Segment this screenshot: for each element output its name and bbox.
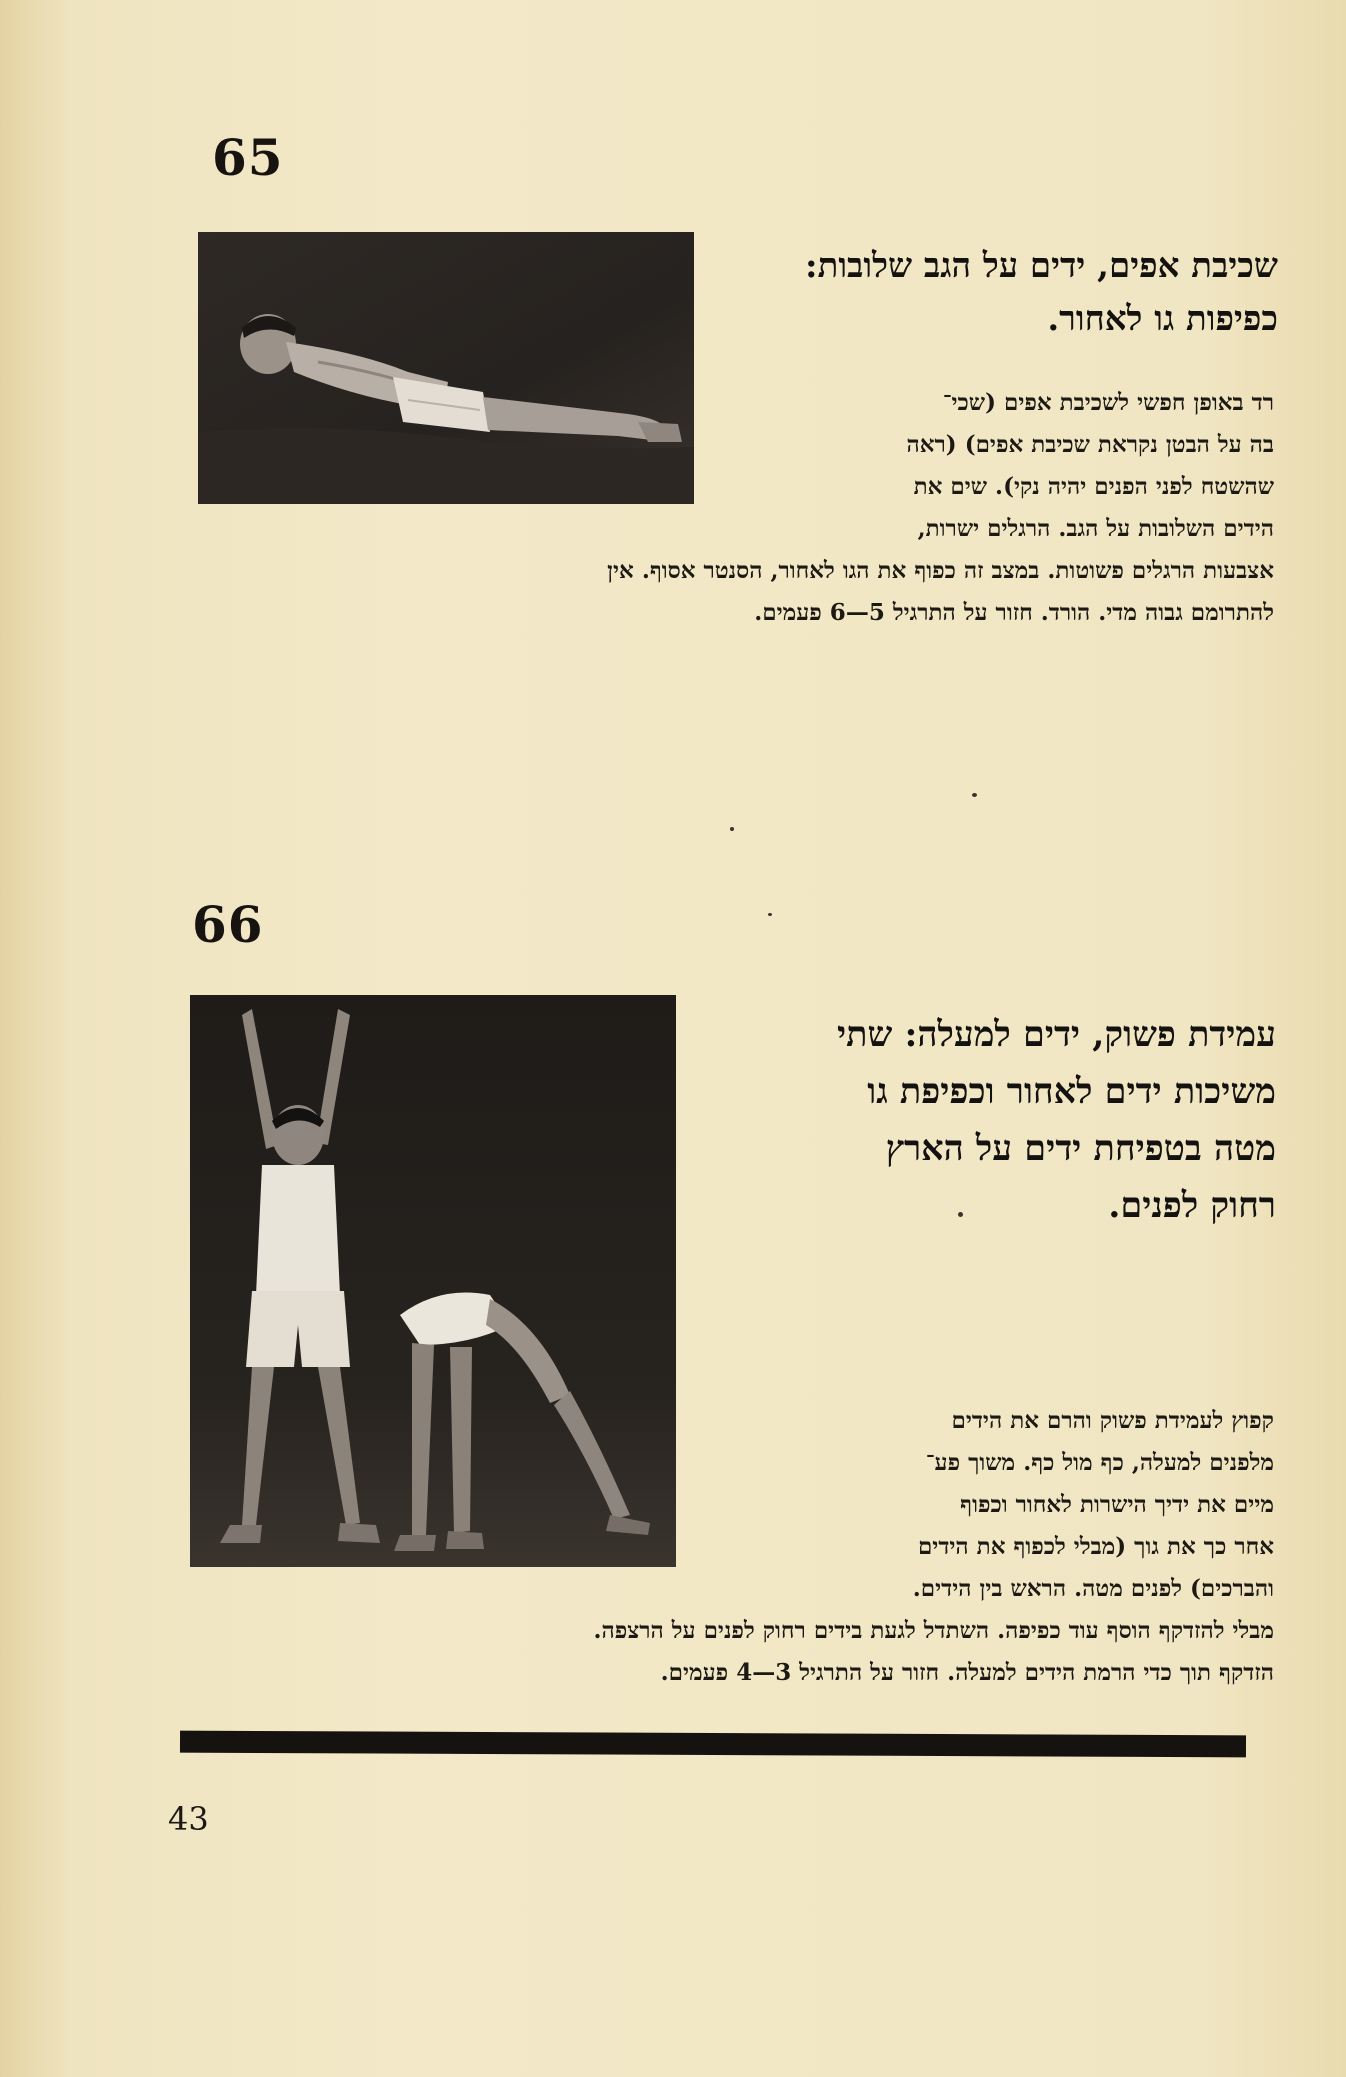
exercise-66-heading-line: משיכות ידים לאחור וכפיפת גו bbox=[867, 1071, 1276, 1112]
exercise-66-body-line: אחר כך את גוך (מבלי לכפוף את הידים bbox=[917, 1533, 1274, 1560]
exercise-66-body-line: מבלי להזדקף הוסף עוד כפיפה. השתדל לגעת בידים רחוק לפנים על הרצפה. bbox=[593, 1617, 1274, 1644]
two-men-standing-and-bending-image bbox=[190, 995, 676, 1567]
print-speck bbox=[958, 1212, 963, 1217]
exercise-66-heading-line: מטה בטפיחת ידים על הארץ bbox=[885, 1128, 1276, 1169]
exercise-66-body-line: הזדקף תוך כדי הרמת הידים למעלה. חזור על התרגיל 3—4 פעמים. bbox=[660, 1659, 1274, 1686]
print-speck bbox=[972, 793, 977, 797]
print-speck bbox=[730, 827, 734, 831]
exercise-65-body-line: רד באופן חפשי לשכיבת אפים (שכי־ bbox=[942, 389, 1274, 416]
exercise-65-body-line: שהשטח לפני הפנים יהיה נקי). שים את bbox=[913, 473, 1274, 500]
exercise-65-heading-line: כפיפות גו לאחור. bbox=[1047, 299, 1278, 339]
exercise-65-heading bbox=[718, 240, 1278, 346]
exercise-66-body-wide bbox=[184, 1610, 1274, 1694]
exercise-65-body-wide bbox=[194, 550, 1274, 634]
exercise-65-body-line: להתרומם גבוה מדי. הורד. חזור על התרגיל 5—6 פעמים. bbox=[754, 599, 1274, 626]
exercise-65-heading-line: שכיבת אפים, ידים על הגב שלובות: bbox=[805, 246, 1278, 286]
exercise-65-number: 65 bbox=[212, 128, 284, 187]
exercise-66-body bbox=[722, 1400, 1274, 1610]
print-speck bbox=[768, 913, 772, 916]
exercise-66-heading-line: עמידת פשוק, ידים למעלה: שתי bbox=[836, 1014, 1276, 1055]
bottom-rule bbox=[180, 1731, 1246, 1758]
exercise-65-body-line: הידים השלובות על הגב. הרגלים ישרות, bbox=[917, 515, 1274, 542]
exercise-66-body-line: קפוץ לעמידת פשוק והרם את הידים bbox=[951, 1407, 1274, 1434]
exercise-66-heading-line: רחוק לפנים. bbox=[1108, 1185, 1276, 1226]
exercise-66-body-line: והברכים) לפנים מטה. הראש בין הידים. bbox=[912, 1575, 1274, 1602]
exercise-66-heading bbox=[686, 1006, 1276, 1234]
exercise-65-body-line: בה על הבטן נקראת שכיבת אפים) (ראה bbox=[906, 431, 1274, 458]
exercise-65-body bbox=[722, 382, 1274, 550]
page-number: 43 bbox=[168, 1800, 209, 1838]
exercise-66-number: 66 bbox=[192, 895, 264, 954]
exercise-65-body-line: אצבעות הרגלים פשוטות. במצב זה כפוף את הגו לאחור, הסנטר אסוף. אין bbox=[607, 557, 1274, 584]
man-lying-prone-image bbox=[198, 232, 694, 504]
exercise-66-photo bbox=[190, 995, 676, 1567]
exercise-66-body-line: מלפנים למעלה, כף מול כף. משוך פע־ bbox=[925, 1449, 1274, 1476]
exercise-65-photo bbox=[198, 232, 694, 504]
exercise-66-body-line: מיים את ידיך הישרות לאחור וכפוף bbox=[960, 1491, 1274, 1518]
